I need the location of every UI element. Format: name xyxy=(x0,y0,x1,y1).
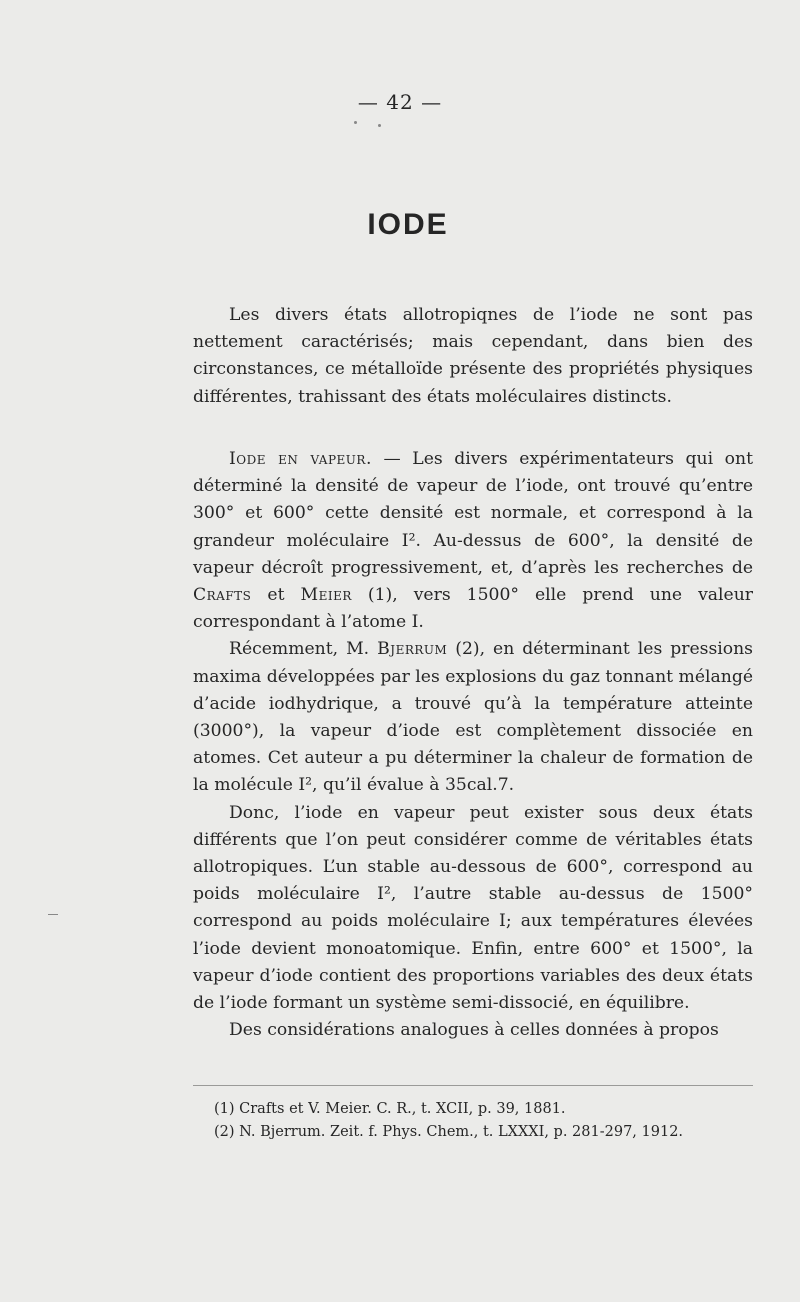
paper-speck xyxy=(378,124,381,127)
footnotes xyxy=(214,1098,754,1144)
intro-paragraph xyxy=(193,302,753,411)
section-paragraph-3: Donc, l’iode en vapeur peut exister sous deux états différents que l’on peut considérer comme de véritables états allotropiques. L’un stable au-dessous de 600°, correspond au poids moléculaire I², l’autre stable au-dessus de 1500° correspond au poids moléculaire I; aux températures élevées l’iode devient monoatomique. Enfin, entre 600° et 1500°, la vapeur d’iode contient des proportions variables des deux états de l’iode formant un système semi-dissocié, en équilibre. xyxy=(193,802,753,1014)
section-paragraph-1 xyxy=(193,446,753,636)
conjunction: et xyxy=(251,585,301,606)
section-paragraph-4: Des considérations analogues à celles données à propos xyxy=(229,1020,719,1041)
author-bjerrum: Bjerrum xyxy=(377,639,448,660)
section-heading: Iode en vapeur. xyxy=(229,449,372,469)
paragraph-1-text-a: Les divers expérimentateurs qui ont déterminé la densité de vapeur de l’iode, ont trouvé qu’entre 300° et 600° cette densité est normale, et correspond à la grandeur moléculaire I². Au-dessus de 600°, la densité de vapeur décroît progressivement, et, d’après les recherches de xyxy=(193,449,753,578)
footnote-rule xyxy=(193,1085,753,1086)
footnote-2: (2) N. Bjerrum. Zeit. f. Phys. Chem., t. LXXXI, p. 281-297, 1912. xyxy=(214,1124,684,1140)
author-crafts: Crafts xyxy=(193,585,252,606)
section-paragraph-2 xyxy=(193,636,753,799)
section-iode-en-vapeur xyxy=(193,446,753,1044)
paper-speck xyxy=(354,121,357,124)
footnote-1: (1) Crafts et V. Meier. C. R., t. XCII, p. 39, 1881. xyxy=(214,1101,566,1117)
intro-text: Les divers états allotropiqnes de l’iode ne sont pas nettement caractérisés; mais cependant, dans bien des circonstances, ce métalloïde présente des propriétés physiques différentes, trahissant des états moléculaires distincts. xyxy=(193,305,753,407)
paragraph-1-text-b: (1), vers 1500° elle prend une valeur correspondant à l’atome I. xyxy=(193,585,753,633)
paper-mark xyxy=(48,914,58,915)
author-meier: Meier xyxy=(300,585,352,606)
paragraph-2-text-b: (2), en déterminant les pressions maxima développées par les explosions du gaz tonnant mélangé d’acide iodhydrique, a trouvé qu’à la température atteinte (3000°), la vapeur d’iode est complètement dissociée en atomes. Cet auteur a pu déterminer la chaleur de formation de la molécule I², qu’il évalue à 35cal.7. xyxy=(193,639,753,796)
heading-dash: — xyxy=(371,449,413,469)
paragraph-2-text-a: Récemment, M. xyxy=(229,639,378,660)
page-number: — 42 — xyxy=(357,90,443,114)
chapter-title: IODE xyxy=(367,208,449,241)
